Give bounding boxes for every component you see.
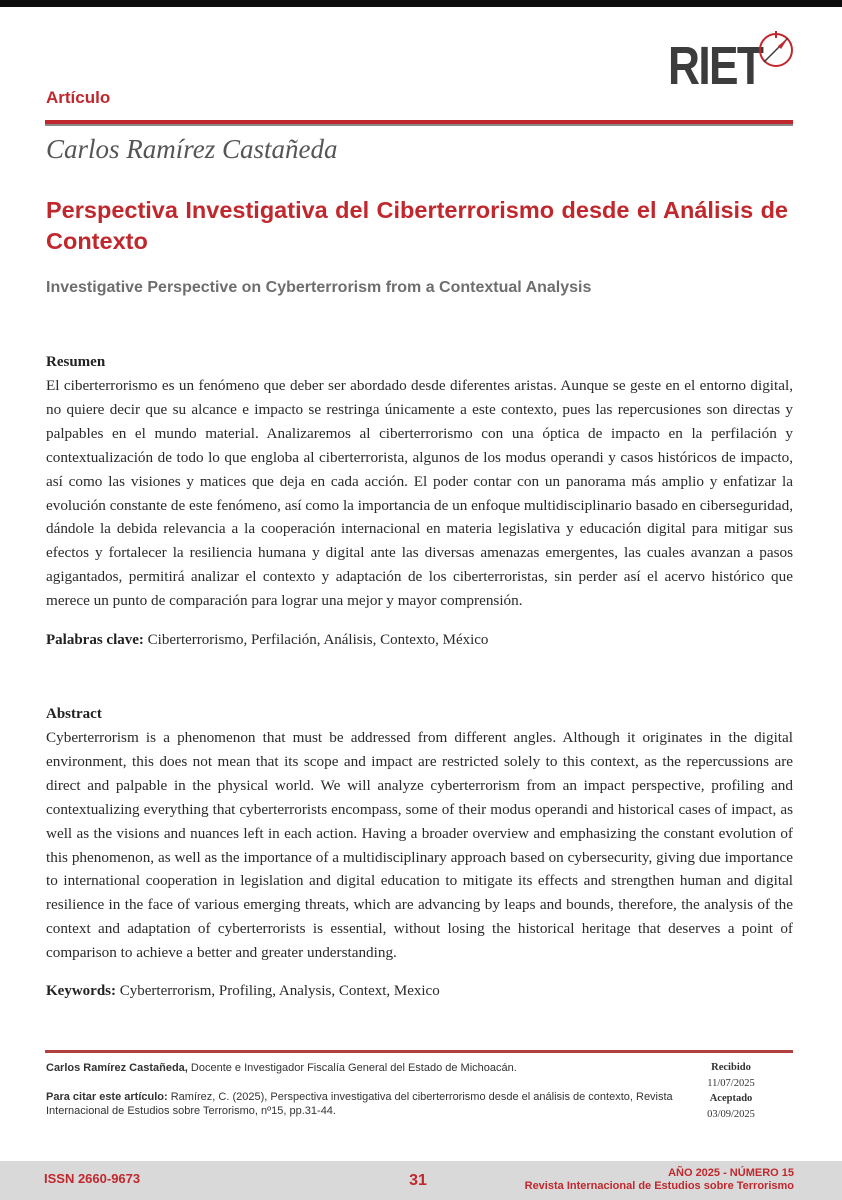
section-label: Artículo bbox=[46, 88, 111, 107]
accepted-label: Aceptado bbox=[709, 1093, 753, 1104]
abstract-keywords-label: Keywords: bbox=[46, 983, 116, 999]
citation bbox=[46, 1090, 686, 1118]
article-subtitle: Investigative Perspective on Cyberterrorism from a Contextual Analysis bbox=[46, 279, 592, 296]
compass-icon bbox=[756, 30, 796, 70]
footer-author-role: Docente e Investigador Fiscalía General del Estado de Michoacán. bbox=[190, 1062, 517, 1074]
accepted-date: 03/09/2025 bbox=[707, 1108, 755, 1120]
author-affiliation bbox=[46, 1062, 517, 1074]
resumen-heading: Resumen bbox=[46, 354, 106, 370]
article-title: Perspectiva Investigativa del Ciberterrorismo desde el Análisis de Contexto bbox=[46, 197, 788, 254]
top-black-bar bbox=[0, 0, 842, 7]
footer-author-name: Carlos Ramírez Castañeda, bbox=[46, 1062, 188, 1074]
dates-box bbox=[686, 1060, 776, 1122]
page-number: 31 bbox=[409, 1172, 427, 1189]
journal-logo bbox=[668, 30, 796, 102]
citation-text: Ramírez, C. (2025), Perspectiva investigativa del ciberterrorismo desde el análisis de contexto, Revista Internacional de Estudios sobre Terrorismo, nº15, pp.31-44. bbox=[46, 1091, 673, 1117]
journal-name: Revista Internacional de Estudios sobre Terrorismo bbox=[524, 1180, 794, 1192]
citation-label: Para citar este artículo: bbox=[46, 1091, 168, 1103]
resumen-keywords-list: Ciberterrorismo, Perfilación, Análisis, Contexto, México bbox=[147, 632, 489, 648]
abstract-body: Cyberterrorism is a phenomenon that must be addressed from different angles. Although it originates in the digital environment, this does not mean that its scope and impact are restricted solely to this context, as the repercussions are direct and palpable in the physical world. We will analyze cyberterrorism from an impact perspective, profiling and contextualizing everything that cyberterrorists encompass, some of their modus operandi and historical cases of impact, as well as the visions and nuances left in each action. Having a broader overview and emphasizing the constant evolution of this phenomenon, as well as the importance of a multidisciplinary approach based on cybersecurity, giving due importance to international cooperation in legislation and digital education to mitigate its effects and strengthen human and digital resilience in the face of various emerging threats, which are advancing by leaps and bounds, therefore, the analysis of the context and adaptation of cyberterrorists is essential, without losing the historical heritage that deserves a point of comparison to achieve a better and greater understanding. bbox=[46, 729, 793, 962]
received-date: 11/07/2025 bbox=[707, 1077, 755, 1089]
abstract-keywords-list: Cyberterrorism, Profiling, Analysis, Context, Mexico bbox=[119, 983, 440, 999]
header-rule-grey bbox=[45, 124, 793, 126]
issn: ISSN 2660-9673 bbox=[44, 1171, 141, 1186]
article-author: Carlos Ramírez Castañeda bbox=[46, 134, 338, 164]
year-issue: AÑO 2025 - NÚMERO 15 bbox=[668, 1167, 794, 1179]
abstract-keywords bbox=[46, 983, 440, 1000]
resumen-keywords bbox=[46, 632, 488, 649]
resumen-body: El ciberterrorismo es un fenómeno que deber ser abordado desde diferentes aristas. Aunque se geste en el entorno digital, no quiere decir que su alcance e impacto se restringa únicamente a este contexto, pues las repercusiones son directas y palpables en el mundo material. Analizaremos al ciberterrorismo con una óptica de impacto en la perfilación y contextualización de todo lo que engloba al ciberterrorista, algunos de los modus operandi y casos históricos de impacto, así como las visiones y matices que deja en cada acción. El poder contar con un panorama más amplio y enfatizar la evolución constante de este fenómeno, así como la importancia de un enfoque multidisciplinario basado en ciberseguridad, dándole la debida relevancia a la cooperación internacional en materia legislativa y educación digital para mitigar sus efectos y fortalecer la resiliencia humana y digital ante las diversas amenazas emergentes, las cuales avanzan a pasos agigantados, permitirá analizar el contexto y adaptación de los ciberterroristas, sin perder así el acervo histórico que merece un punto de comparación para lograr una mejor y mayor comprensión. bbox=[46, 377, 793, 610]
abstract-heading: Abstract bbox=[46, 706, 102, 722]
logo-text: RIET bbox=[668, 36, 763, 96]
received-label: Recibido bbox=[711, 1062, 751, 1073]
issue-info bbox=[525, 1167, 794, 1193]
footer-rule bbox=[45, 1050, 793, 1053]
resumen-keywords-label: Palabras clave: bbox=[46, 632, 144, 648]
